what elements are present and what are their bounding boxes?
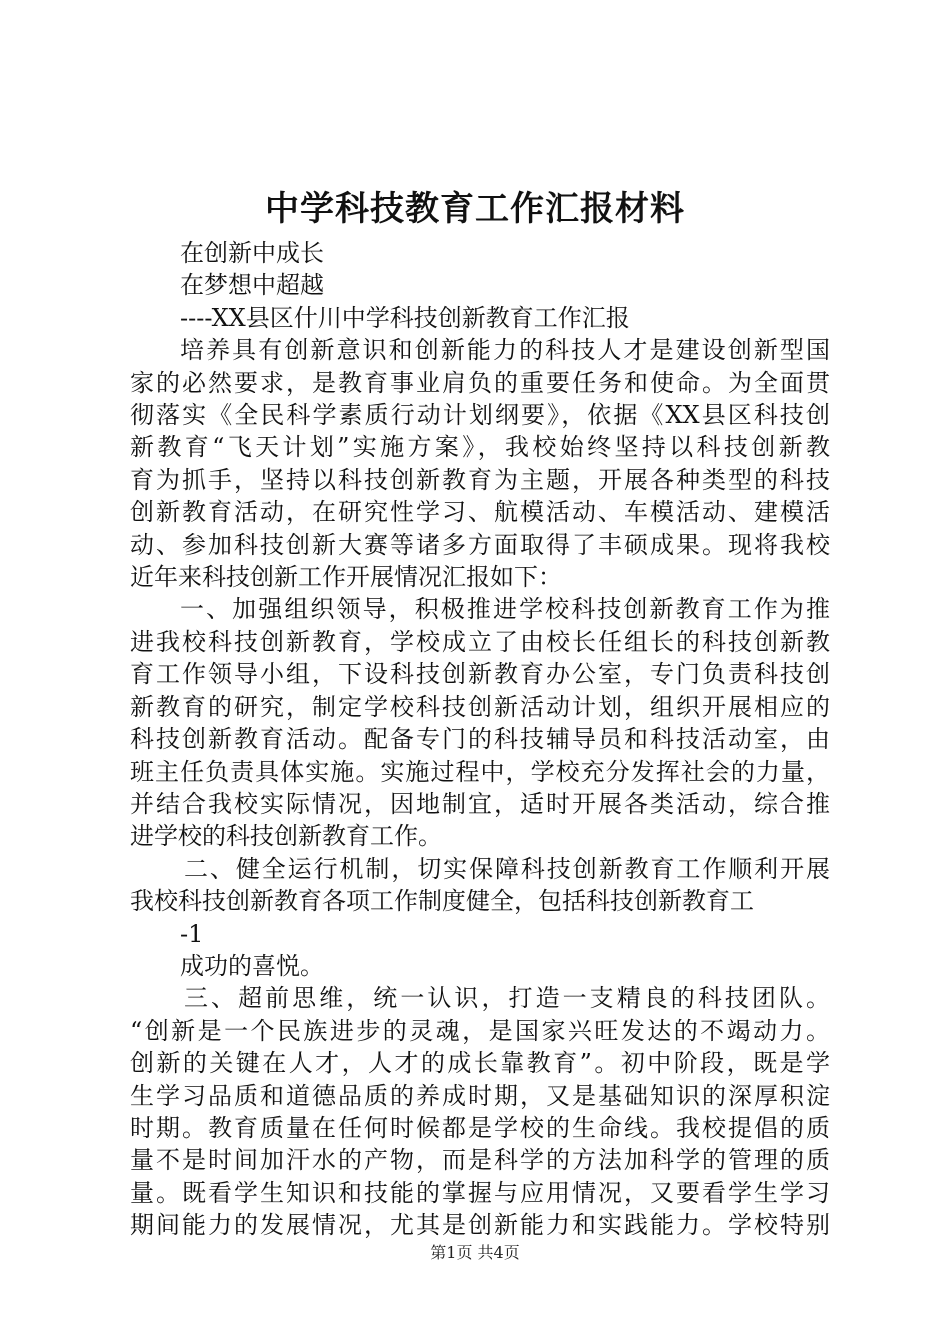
paragraph-line: 科技创新教育活动。配备专门的科技辅导员和科技活动室，由 [130,725,830,754]
paragraph-line: 班主任负责具体实施。实施过程中，学校充分发挥社会的力量， [130,757,830,786]
paragraph-line: 我校科技创新教育各项工作制度健全，包括科技创新教育工 [130,887,754,916]
paragraph-line: 量。既看学生知识和技能的掌握与应用情况，又要看学生学习 [130,1178,830,1207]
paragraph-line: 创新的关键在人才，人才的成长靠教育”。初中阶段，既是学 [130,1049,830,1078]
subtitle-line: 在梦想中超越 [180,271,324,300]
paragraph-line: 进学校的科技创新教育工作。 [130,822,442,851]
paragraph-line: 培养具有创新意识和创新能力的科技人才是建设创新型国 [180,336,830,365]
subtitle-line: 在创新中成长 [180,239,324,267]
paragraph-line: 动、参加科技创新大赛等诸多方面取得了丰硕成果。现将我校 [130,530,830,559]
paragraph-line: 家的必然要求，是教育事业肩负的重要任务和使命。为全面贯 [130,368,830,397]
paragraph-line: 并结合我校实际情况，因地制宜，适时开展各类活动，综合推 [130,789,830,818]
paragraph-line: 新教育“飞天计划”实施方案》，我校始终坚持以科技创新教 [130,433,830,462]
paragraph-line: 期间能力的发展情况，尤其是创新能力和实践能力。学校特别 [130,1211,830,1240]
paragraph-line: 成功的喜悦。 [180,951,324,980]
subtitle-line: ----XX县区什川中学科技创新教育工作汇报 [180,303,630,332]
page-marker: -1 [180,919,204,948]
paragraph-line: 育工作领导小组，下设科技创新教育办公室，专门负责科技创 [130,660,830,689]
paragraph-line: 进我校科技创新教育，学校成立了由校长任组长的科技创新教 [130,627,830,656]
paragraph-line: 三、超前思维，统一认识，打造一支精良的科技团队。 [184,984,830,1013]
paragraph-line: 育为抓手，坚持以科技创新教育为主题，开展各种类型的科技 [130,465,830,494]
paragraph-line: 新教育的研究，制定学校科技创新活动计划，组织开展相应的 [130,692,830,721]
document-title: 中学科技教育工作汇报材料 [265,189,685,229]
document-body [130,237,830,1242]
paragraph-line: 近年来科技创新工作开展情况汇报如下： [130,563,562,592]
paragraph-line: 彻落实《全民科学素质行动计划纲要》，依据《XX县区科技创 [130,401,830,430]
paragraph-line: “创新是一个民族进步的灵魂，是国家兴旺发达的不竭动力。 [130,1016,830,1045]
paragraph-line: 一、加强组织领导，积极推进学校科技创新教育工作为推 [180,595,830,624]
paragraph-line: 生学习品质和道德品质的养成时期，又是基础知识的深厚积淀 [130,1081,830,1110]
paragraph-line: 创新教育活动，在研究性学习、航模活动、车模活动、建模活 [130,498,830,527]
paragraph-line: 量不是时间加汗水的产物，而是科学的方法加科学的管理的质 [130,1146,830,1175]
page-number-footer: 第1页 共4页 [430,1243,520,1262]
paragraph-line: 时期。教育质量在任何时候都是学校的生命线。我校提倡的质 [130,1113,830,1142]
paragraph-line: 二、健全运行机制，切实保障科技创新教育工作顺利开展 [184,854,830,883]
